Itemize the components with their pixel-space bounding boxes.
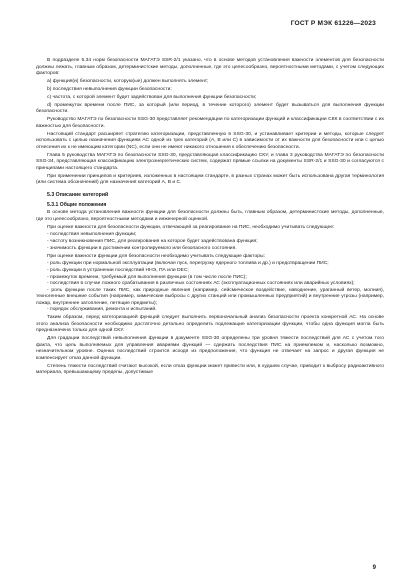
paragraph: При оценке важности для безопасности функции, отвечающей за реагирование на ПИС, необходимо учитывать следующее: <box>47 224 335 230</box>
paragraph: Для градации последствий невыполнения функции в документе SSG-30 определены три уровня тяжести последствий для АС с учетом того факта, что цель выполняемых для управления авариями функций — сдержать последствия ПИС на приемлемом и, насколько возможно, незначительном уровне. Оценка последствий строится исходя из предположения, что функция не отвечает на запрос и другая функция не компенсирует отказ данной функции. <box>36 336 384 361</box>
page-number: 9 <box>372 565 376 571</box>
list-item: - роль функции после таких ПИС, как природные явления (например, сейсмическое воздействие, наводнение, ураганный ветер, молния), техногенные внешние события (например, химические выбросы с других станций или промышленных предприятий) и внутренние угрозы (например, пожар, внутреннее затопление, летящие предметы); <box>36 287 384 306</box>
list-item: - частоту возникновения ПИС, для реагирования на которое будет задействована функция; <box>47 239 258 245</box>
paragraph: Степень тяжести последствий считают высокой, если отказ функции может привести или, в худшем случае, приводит к выбросу радиоактивного материала, превышающему пределы, допустимые <box>36 363 384 376</box>
paragraph: Глава 5 руководства МАГАТЭ по безопасности SSG-30, представляющая классификацию СКУ, и глава 3 руководства МАГАТЭ по безопасности SSG-34, представляющая классификацию электроэнергетических систем, содержат прямые ссылки на документы SSR-2/1 и SSG-30 и согласуются с принципами настоящего стандарта. <box>36 152 384 171</box>
list-item: - порядок обслуживания, ремонта и испытаний. <box>47 307 157 313</box>
paragraph: При оценке важности функции для безопасности необходимо учитывать следующие факторы: <box>47 253 265 259</box>
list-item: - роль функции при нормальной эксплуатации (включая пуск, перегрузку ядерного топлива и др.) и предотвращении ПИС; <box>47 261 329 267</box>
list-item: - роль функции в устранении последствий ННЭ, ПА или DEC; <box>47 268 189 273</box>
section-heading: 5.3 Описание категорий <box>47 191 109 198</box>
document-header: ГОСТ Р МЭК 61226—2023 <box>290 20 376 27</box>
paragraph: Таким образом, перед категоризацией функций следует выполнить первоначальный анализ безопасности проекта конкретной АС. На основе этого анализа безопасности необходимо достаточно детально определить подлежащие категоризации функции, чтобы одна функция могла быть предназначена только для одной СКУ. <box>36 315 384 334</box>
subsection-heading: 5.3.1 Общие положения <box>47 201 107 208</box>
paragraph: В основе метода установления важности функции для безопасности должны быть, главным образом, детерминистские методы, дополненные, где это целесообразно, вероятностными методами и инженерной оценкой. <box>36 210 384 222</box>
list-item: а) функция(и) безопасности, которую(ые) должен выполнять элемент; <box>47 79 209 85</box>
paragraph: При применении принципов и критериев, изложенных в настоящем стандарте, в разных странах может быть использована другая терминология (или система обозначений) для назначения категорий А, В и С. <box>36 173 384 186</box>
paragraph: В подразделе 5.34 норм безопасности МАГАТЭ SSR-2/1 указано, что в основе методов установления важности элементов для безопасности должны лежать, главным образом, детерминистские методы, дополненные, где это целесообразно, вероятностными методами, с учетом следующих факторов: <box>36 58 384 77</box>
list-item: с) частота, с которой элемент будет задействован для выполнения функции безопасности; <box>47 94 257 100</box>
list-item: - значимость функции в достижении контролируемого или безопасного состояния. <box>47 245 237 251</box>
list-item: - последствия в случае ложного срабатывания в различных состояниях АС (эксплуатационных состояниях или аварийных условиях); <box>47 281 355 287</box>
document-body <box>36 58 384 378</box>
list-item: d) промежуток времени после ПИС, за который (или период, в течение которого) элемент будет вызываться для выполнения функции безопасности. <box>36 102 384 115</box>
list-item: - промежуток времени, требуемый для выполнения функции (в том числе после ПИС); <box>47 274 247 280</box>
paragraph: Настоящий стандарт расширяет стратегию категоризации, представленную в SSG-30, и устанавливает критерии и методы, которые следует использовать с целью назначения функциям АС одной из трех категорий (А, В или С) в зависимости от их важности для безопасности или с целью отнесения их к не имеющим категории (NC), если они не имеют никакого отношения к обеспечению безопасности. <box>36 131 384 150</box>
paragraph: Руководство МАГАТЭ по безопасности SSG-30 представляет рекомендации по категоризации функций и классификации СКК в соответствии с их важностью для безопасности. <box>36 117 384 129</box>
list-item: b) последствия невыполнения функции безопасности; <box>47 86 172 92</box>
list-item: - последствия невыполнения функции; <box>47 232 137 238</box>
